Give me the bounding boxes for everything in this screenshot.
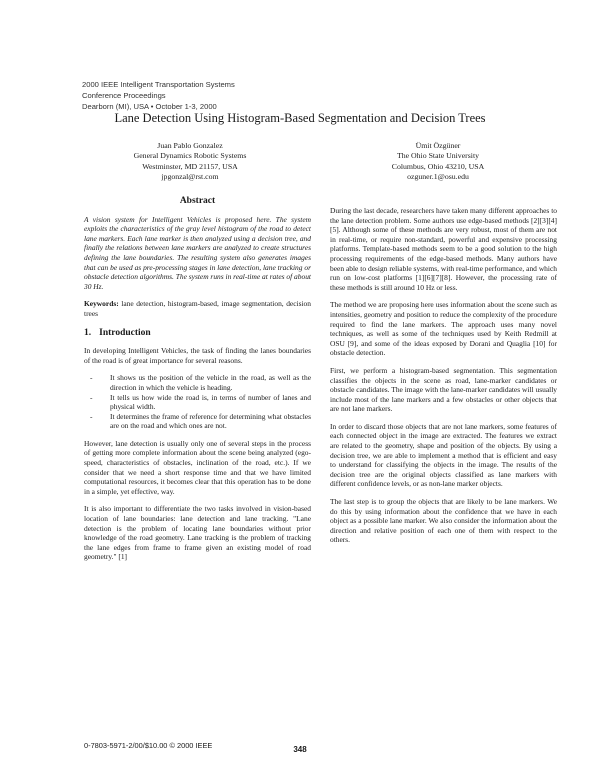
body-paragraph-5: The last step is to group the objects that are likely to be lane markers. We do this by using information about the confidence that we have in each object as a possible lane marker. We also consider the information about the direction and relative position of each one of them with respect to the others. xyxy=(330,497,557,545)
list-item: - It tells us how wide the road is, in terms of number of lanes and physical width. xyxy=(110,393,311,412)
author-affiliation: General Dynamics Robotic Systems xyxy=(133,151,247,161)
abstract-heading: Abstract xyxy=(179,196,216,206)
keywords-label: Keywords: xyxy=(84,299,119,309)
conference-name: 2000 IEEE Intelligent Transportation Systems xyxy=(82,80,235,89)
section-title: Introduction xyxy=(99,327,151,338)
author-location: Westminster, MD 21157, USA xyxy=(142,161,238,171)
keywords-text: lane detection, histogram-based, image segmentation, decision trees xyxy=(84,299,311,318)
right-column xyxy=(330,206,557,553)
author-name: Ümit Özgüner xyxy=(415,141,461,150)
intro-bullet-list xyxy=(84,373,311,431)
body-paragraph-1: During the last decade, researchers have taken many different approaches to the lane detection problem. Some authors use edge-based methods [2][3][4][5]. Although some of these methods are very robust, most of them are not in real-time, or require non-standard, powerful and expensive processing platforms. Template-based methods seem to be a good solution to the high processing requirements of the edge-based methods. Many authors have been able to design reliable systems, with real-time performance, and which run on low-cost platforms [1][6][7][8]. However, the processing rate of these methods is still around 10 Hz or less. xyxy=(330,206,557,292)
list-item: - It determines the frame of reference for determining what obstacles are on the road and which ones are not. xyxy=(110,412,311,431)
section-heading-introduction xyxy=(84,329,311,339)
author-email: ozguner.1@osu.edu xyxy=(407,172,469,182)
intro-paragraph-2: However, lane detection is usually only one of several steps in the process of getting more complete information about the scene being analyzed (ego-speed, characteristics of obstacles, inclination of the road, etc.). If we consider that we need a short response time and that we have limited computational resources, it becomes clear that this operation has to be done in a simple, yet effective, way. xyxy=(84,438,311,496)
conference-header xyxy=(82,79,235,112)
intro-paragraph-3: It is also important to differentiate the two tasks involved in vision-based location of lane boundaries: lane detection and lane tracking. "Lane detection is the problem of locating lane boundaries without prior knowledge of the road geometry. Lane tracking is the problem of tracking the lane edges from frame to frame given an existing model of road geometry." [1] xyxy=(84,504,311,562)
list-item: - It shows us the position of the vehicle in the road, as well as the direction in which the vehicle is heading. xyxy=(110,373,311,392)
author-email: jpgonzal@rst.com xyxy=(161,172,219,182)
body-paragraph-2: The method we are proposing here uses information about the scene such as intensities, geometry and position to reduce the complexity of the procedure required to find the lane markers. The approach uses many novel techniques, as well as some of the techniques used by Keith Redmill at OSU [9], and some of the ideas exposed by Dorani and Quaglia [10] for obstacle detection. xyxy=(330,300,557,358)
author-name: Juan Pablo Gonzalez xyxy=(157,141,223,150)
keywords xyxy=(84,299,311,318)
paper-title: Lane Detection Using Histogram-Based Segmentation and Decision Trees xyxy=(114,111,486,125)
conference-proceedings: Conference Proceedings xyxy=(82,91,166,100)
body-paragraph-4: In order to discard those objects that are not lane markers, some features of each connected object in the image are extracted. The features we extract are related to the geometry, shape and position of the objects. By using a decision tree, we are able to implement a method that is efficient and easy to understand for classifying the objects in the image. The results of the decision tree are the original objects classified as lane markers with different confidence levels, or as non-lane marker objects. xyxy=(330,421,557,489)
isbn-copyright: 0-7803-5971-2/00/$10.00 © 2000 IEEE xyxy=(84,741,213,750)
conference-location-date: Dearborn (MI), USA • October 1-3, 2000 xyxy=(82,102,217,111)
left-column xyxy=(84,197,311,570)
abstract-text: A vision system for Intelligent Vehicles is proposed here. The system exploits the characteristics of the gray level histogram of the road to detect lane markers. Each lane marker is then analyzed using a decision tree, and finally the relations between lane markers are analyzed to create structures defining the lane boundaries. The resulting system also generates images that can be used as pre-processing stages in lane detection, lane tracking or obstacle detection algorithms. The system runs in real-time at rates of about 30 Hz. xyxy=(84,214,311,291)
author-block-2 xyxy=(318,141,558,183)
intro-paragraph-1: In developing Intelligent Vehicles, the task of finding the lanes boundaries of the road is of great importance for several reasons. xyxy=(84,346,311,365)
author-block-1 xyxy=(70,141,310,183)
section-number: 1. xyxy=(84,327,92,338)
body-paragraph-3: First, we perform a histogram-based segmentation. This segmentation classifies the objects in the scene as road, lane-marker candidates or obstacle candidates. The image with the lane-marker candidates will usually include most of the lane markers and a few obstacles or other objects that are not lane markers. xyxy=(330,365,557,414)
page-number: 348 xyxy=(293,745,307,754)
author-location: Columbus, Ohio 43210, USA xyxy=(391,161,485,171)
author-affiliation: The Ohio State University xyxy=(396,151,480,161)
